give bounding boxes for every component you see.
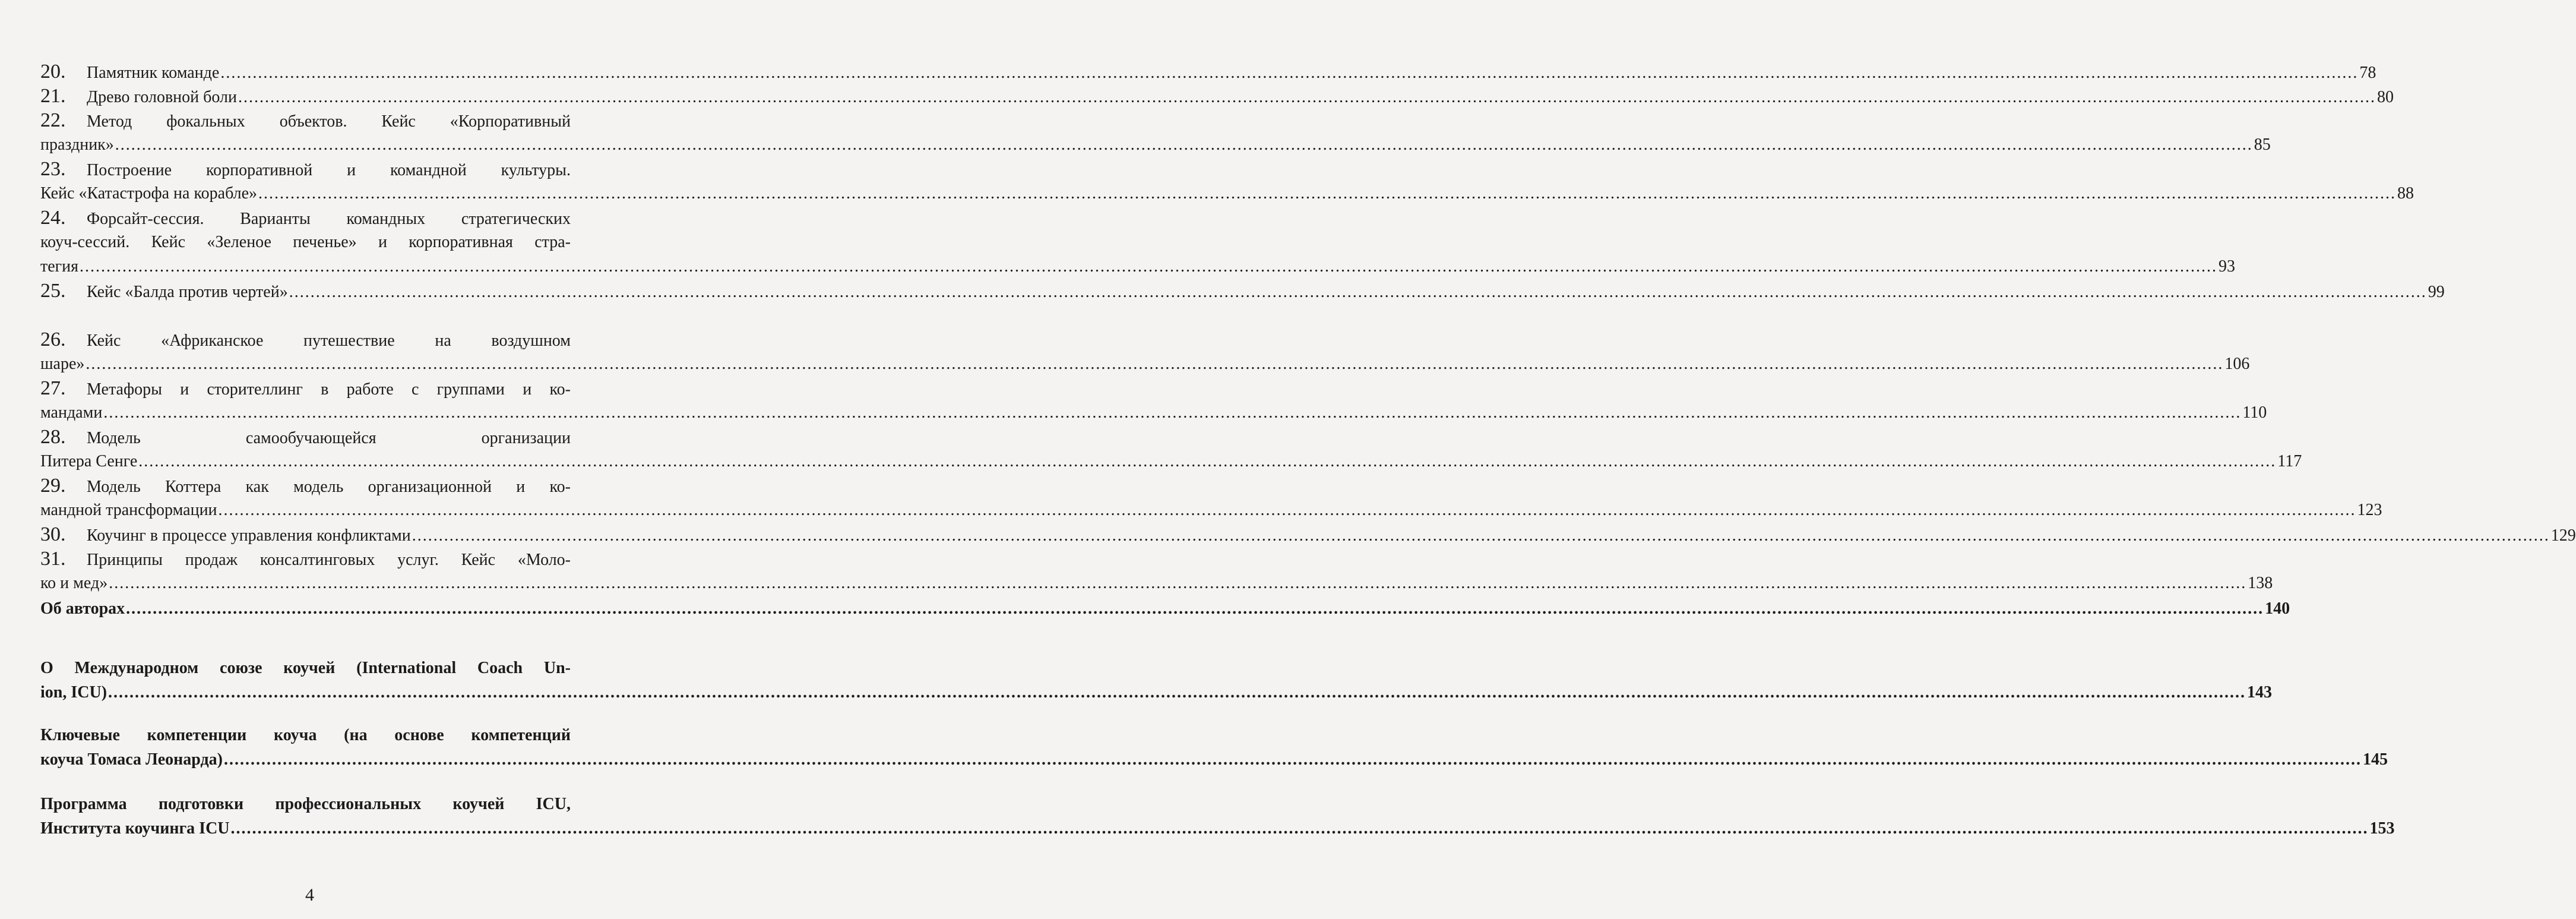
- toc-line: [40, 723, 571, 747]
- toc-page-number: 117: [2277, 452, 2302, 470]
- dot-leader: ................................................................................................................................................................................................................................................................................................................................................................................................................: [109, 574, 2247, 592]
- toc-entry-text: Древо головной боли: [87, 88, 237, 106]
- toc-entry[interactable]: [40, 157, 2414, 206]
- toc-entry-text: коуч-сессий. Кейс «Зеленое печенье» и корпоративная стра-: [40, 233, 571, 251]
- toc-line-with-page: [40, 522, 2576, 547]
- toc-line: [40, 547, 571, 571]
- toc-page-number: 123: [2357, 501, 2382, 519]
- toc-entry[interactable]: [40, 327, 2250, 376]
- dot-leader: ................................................................................................................................................................................................................................................................................................................................................................................................................: [238, 88, 2376, 106]
- toc-section[interactable]: [40, 596, 2290, 621]
- toc-entry-text: мандной трансформации: [40, 501, 217, 519]
- toc-entry-text: Кейс «Катастрофа на корабле»: [40, 184, 258, 203]
- toc-entry-text: шаре»: [40, 355, 85, 373]
- toc-entry-text: Коучинг в процессе управления конфликтами: [87, 526, 411, 545]
- toc-entry[interactable]: [40, 376, 2267, 425]
- dot-leader: ................................................................................................................................................................................................................................................................................................................................................................................................................: [220, 64, 2359, 82]
- toc-entry-number: 27.: [40, 377, 66, 399]
- toc-entry-text: Памятник команде: [87, 64, 220, 82]
- toc-entry-text: Модель Коттера как модель организационной и ко-: [87, 478, 571, 496]
- toc-line: [40, 108, 571, 132]
- toc-page-number: 153: [2369, 819, 2395, 838]
- toc-line-with-page: [40, 279, 2445, 303]
- toc-line-with-page: [40, 84, 2394, 108]
- dot-leader: ................................................................................................................................................................................................................................................................................................................................................................................................................: [258, 184, 2397, 203]
- toc-line-with-page: [40, 571, 2273, 595]
- toc-entry-text: мандами: [40, 403, 103, 422]
- dot-leader: ................................................................................................................................................................................................................................................................................................................................................................................................................: [80, 257, 2218, 276]
- toc-entry-text: Метафоры и сторителлинг в работе с группами и ко-: [87, 380, 571, 399]
- toc-entry-number: 29.: [40, 475, 66, 497]
- toc-page-number: 93: [2219, 257, 2236, 276]
- dot-leader: ................................................................................................................................................................................................................................................................................................................................................................................................................: [412, 526, 2550, 545]
- toc-entry-number: 24.: [40, 207, 66, 229]
- toc-entry-text: праздник»: [40, 135, 114, 154]
- toc-entry-number: 31.: [40, 548, 66, 570]
- toc-line-with-page: [40, 181, 2414, 206]
- toc-line-with-page: [40, 498, 2382, 522]
- toc-entry[interactable]: [40, 425, 2302, 473]
- dot-leader: ................................................................................................................................................................................................................................................................................................................................................................................................................: [126, 599, 2264, 618]
- dot-leader: ................................................................................................................................................................................................................................................................................................................................................................................................................: [289, 283, 2427, 301]
- toc-line: [40, 327, 571, 352]
- toc-entry-text: Об авторах: [40, 599, 125, 618]
- toc-line: [40, 157, 571, 181]
- toc-entry-text: Построение корпоративной и командной культуры.: [87, 161, 571, 179]
- toc-entry-text: Программа подготовки профессиональных коучей ICU,: [40, 795, 571, 813]
- toc-entry-number: 21.: [40, 85, 66, 107]
- toc-page-number: 145: [2362, 750, 2388, 769]
- toc-page-number: 138: [2248, 574, 2273, 592]
- toc-entry-number: 20.: [40, 61, 66, 83]
- toc-page-number: 129: [2550, 526, 2576, 545]
- toc-section[interactable]: [40, 656, 2273, 705]
- toc-entry-text: Кейс «Балда против чертей»: [87, 283, 288, 301]
- toc-section[interactable]: [40, 723, 2388, 772]
- toc-line-with-page: [40, 352, 2250, 376]
- toc-page-number: 143: [2247, 683, 2273, 702]
- toc-section[interactable]: [40, 792, 2395, 841]
- toc-entry-text: Форсайт-сессия. Варианты командных стратегических: [87, 210, 571, 228]
- toc-line: [40, 206, 571, 230]
- toc-line: [40, 230, 571, 254]
- toc-entry-text: ко и мед»: [40, 574, 108, 592]
- dot-leader: ................................................................................................................................................................................................................................................................................................................................................................................................................: [230, 819, 2369, 838]
- toc-entry-text: Питера Сенге: [40, 452, 138, 470]
- toc-line-with-page: [40, 59, 2376, 84]
- dot-leader: ................................................................................................................................................................................................................................................................................................................................................................................................................: [103, 403, 2242, 422]
- toc-line-with-page: [40, 680, 2273, 705]
- toc-line-with-page: [40, 254, 2236, 279]
- toc-line: [40, 656, 571, 680]
- toc-entry-text: тегия: [40, 257, 79, 276]
- toc-entry[interactable]: [40, 279, 2445, 303]
- toc-entry-text: Модель самообучающейся организации: [87, 429, 571, 447]
- toc-entry-text: коуча Томаса Леонарда): [40, 750, 223, 769]
- toc-line-with-page: [40, 132, 2271, 157]
- toc-entry[interactable]: [40, 522, 2576, 547]
- dot-leader: ................................................................................................................................................................................................................................................................................................................................................................................................................: [108, 683, 2246, 702]
- toc-entry-number: 30.: [40, 523, 66, 545]
- dot-leader: ................................................................................................................................................................................................................................................................................................................................................................................................................: [138, 452, 2277, 470]
- toc-entry-number: 26.: [40, 329, 66, 350]
- dot-leader: ................................................................................................................................................................................................................................................................................................................................................................................................................: [115, 135, 2253, 154]
- toc-page-number: 85: [2254, 135, 2271, 154]
- toc-page-number: 110: [2242, 403, 2267, 422]
- toc-entry-text: Ключевые компетенции коуча (на основе компетенций: [40, 726, 571, 744]
- toc-entry-number: 25.: [40, 280, 66, 302]
- toc-line-with-page: [40, 816, 2395, 841]
- toc-entry-number: 28.: [40, 426, 66, 448]
- toc-page-number: 88: [2397, 184, 2414, 203]
- toc-line-with-page: [40, 400, 2267, 425]
- toc-entry-text: Института коучинга ICU: [40, 819, 230, 838]
- toc-line-with-page: [40, 747, 2388, 772]
- toc-page-number: 106: [2224, 355, 2250, 373]
- toc-entry-text: О Международном союзе коучей (International Coach Un-: [40, 659, 571, 677]
- toc-line: [40, 376, 571, 400]
- toc-entry-number: 22.: [40, 109, 66, 131]
- dot-leader: ................................................................................................................................................................................................................................................................................................................................................................................................................: [223, 750, 2362, 769]
- toc-entry[interactable]: [40, 547, 2273, 595]
- toc-entry-text: Кейс «Африканское путешествие на воздушном: [87, 331, 571, 350]
- toc-entry[interactable]: [40, 108, 2271, 157]
- toc-entry-text: Принципы продаж консалтинговых услуг. Кейс «Моло-: [87, 551, 571, 569]
- toc-entry-number: 23.: [40, 158, 66, 180]
- toc-entry[interactable]: [40, 59, 2376, 84]
- toc-line-with-page: [40, 449, 2302, 473]
- toc-line-with-page: [40, 596, 2290, 621]
- toc-page-number: 140: [2265, 599, 2290, 618]
- dot-leader: ................................................................................................................................................................................................................................................................................................................................................................................................................: [218, 501, 2356, 519]
- toc-page-number: 80: [2376, 88, 2394, 106]
- toc-entry-text: Метод фокальных объектов. Кейс «Корпоративный: [87, 112, 571, 131]
- toc-page-number: 78: [2359, 64, 2376, 82]
- toc-entry[interactable]: [40, 206, 2236, 279]
- dot-leader: ................................................................................................................................................................................................................................................................................................................................................................................................................: [86, 355, 2224, 373]
- toc-entry[interactable]: [40, 84, 2394, 108]
- page-number: 4: [305, 885, 314, 905]
- toc-entry[interactable]: [40, 473, 2382, 522]
- toc-line: [40, 792, 571, 816]
- toc-line: [40, 425, 571, 449]
- toc-line: [40, 473, 571, 498]
- toc-entry-text: ion, ICU): [40, 683, 107, 702]
- toc-page-number: 99: [2428, 283, 2445, 301]
